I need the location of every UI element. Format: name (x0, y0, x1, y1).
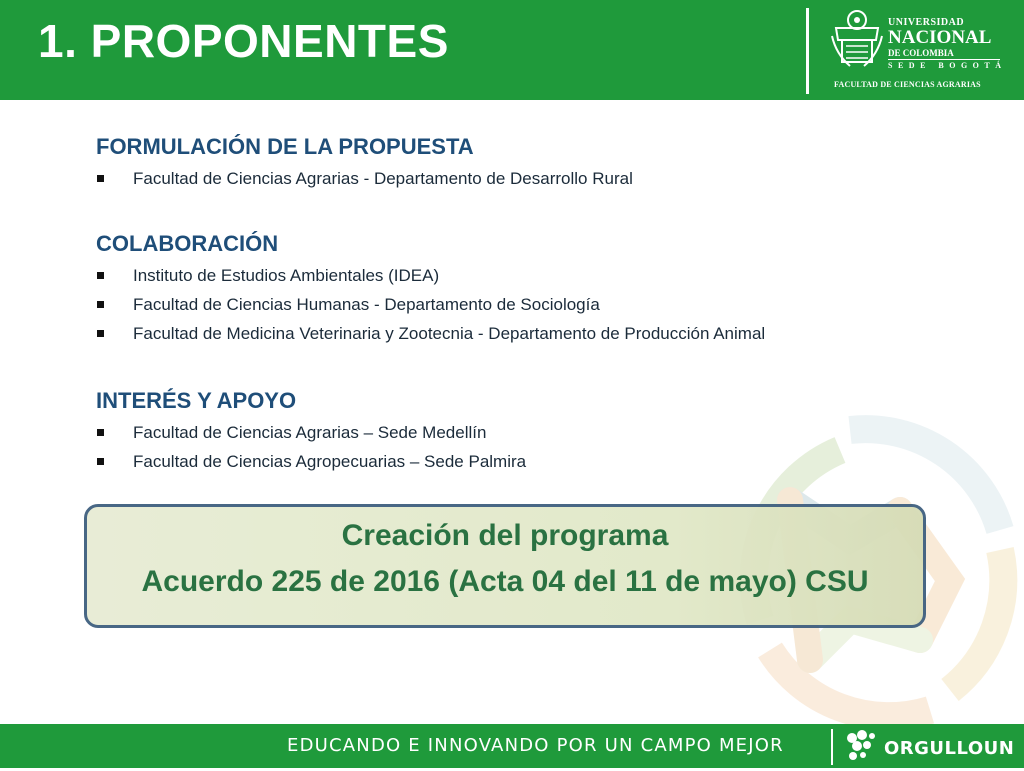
logo-line-nacional: NACIONAL (888, 27, 992, 48)
list-item (96, 164, 633, 193)
grapes-icon (844, 728, 884, 766)
list-item-text: Facultad de Ciencias Humanas - Departamento de Sociología (133, 295, 600, 314)
callout-box (84, 504, 926, 628)
section-heading: INTERÉS Y APOYO (96, 388, 297, 413)
list-item-text: Facultad de Ciencias Agropecuarias – Sede Palmira (133, 452, 527, 471)
list-item-text: Facultad de Ciencias Agrarias - Departamento de Desarrollo Rural (133, 169, 633, 188)
orgullo-un-logo (844, 728, 1014, 766)
square-bullet-icon (97, 458, 104, 465)
section-colaboracion (96, 231, 765, 348)
callout-subtitle: Acuerdo 225 de 2016 (Acta 04 del 11 de mayo) CSU (141, 565, 869, 598)
square-bullet-icon (97, 272, 104, 279)
section-heading: COLABORACIÓN (96, 231, 279, 256)
logo-line-sede: SEDE BOGOTÁ (888, 61, 1007, 70)
logo-line-universidad: UNIVERSIDAD (888, 17, 965, 28)
footer-bar (0, 724, 1024, 768)
header-divider (806, 8, 809, 94)
list-item-text: Facultad de Medicina Veterinaria y Zootecnia - Departamento de Producción Animal (133, 324, 766, 343)
callout-title: Creación del programa (341, 519, 669, 552)
bullet-list (96, 164, 633, 193)
footer-divider (831, 729, 833, 765)
square-bullet-icon (97, 301, 104, 308)
slide-title: 1. PROPONENTES (38, 15, 449, 67)
header-bar (0, 0, 1024, 100)
logo-faculty-name: FACULTAD DE CIENCIAS AGRARIAS (834, 80, 981, 89)
section-formulacion (96, 134, 633, 193)
list-item (96, 447, 526, 476)
list-item (96, 261, 765, 290)
list-item (96, 319, 765, 348)
university-logo-text (888, 18, 1007, 71)
list-item (96, 418, 526, 447)
logo-line-colombia: DE COLOMBIA (888, 48, 1000, 60)
square-bullet-icon (97, 429, 104, 436)
section-interes-apoyo (96, 388, 526, 476)
list-item-text: Instituto de Estudios Ambientales (IDEA) (133, 266, 440, 285)
section-heading: FORMULACIÓN DE LA PROPUESTA (96, 134, 474, 159)
bullet-list (96, 261, 765, 348)
square-bullet-icon (97, 330, 104, 337)
bullet-list (96, 418, 526, 476)
square-bullet-icon (97, 175, 104, 182)
footer-slogan: EDUCANDO E INNOVANDO POR UN CAMPO MEJOR (287, 735, 784, 756)
list-item-text: Facultad de Ciencias Agrarias – Sede Medellín (133, 423, 487, 442)
university-seal-icon (830, 6, 884, 72)
footer-logo-text: ORGULLOUN (884, 738, 1015, 759)
list-item (96, 290, 765, 319)
